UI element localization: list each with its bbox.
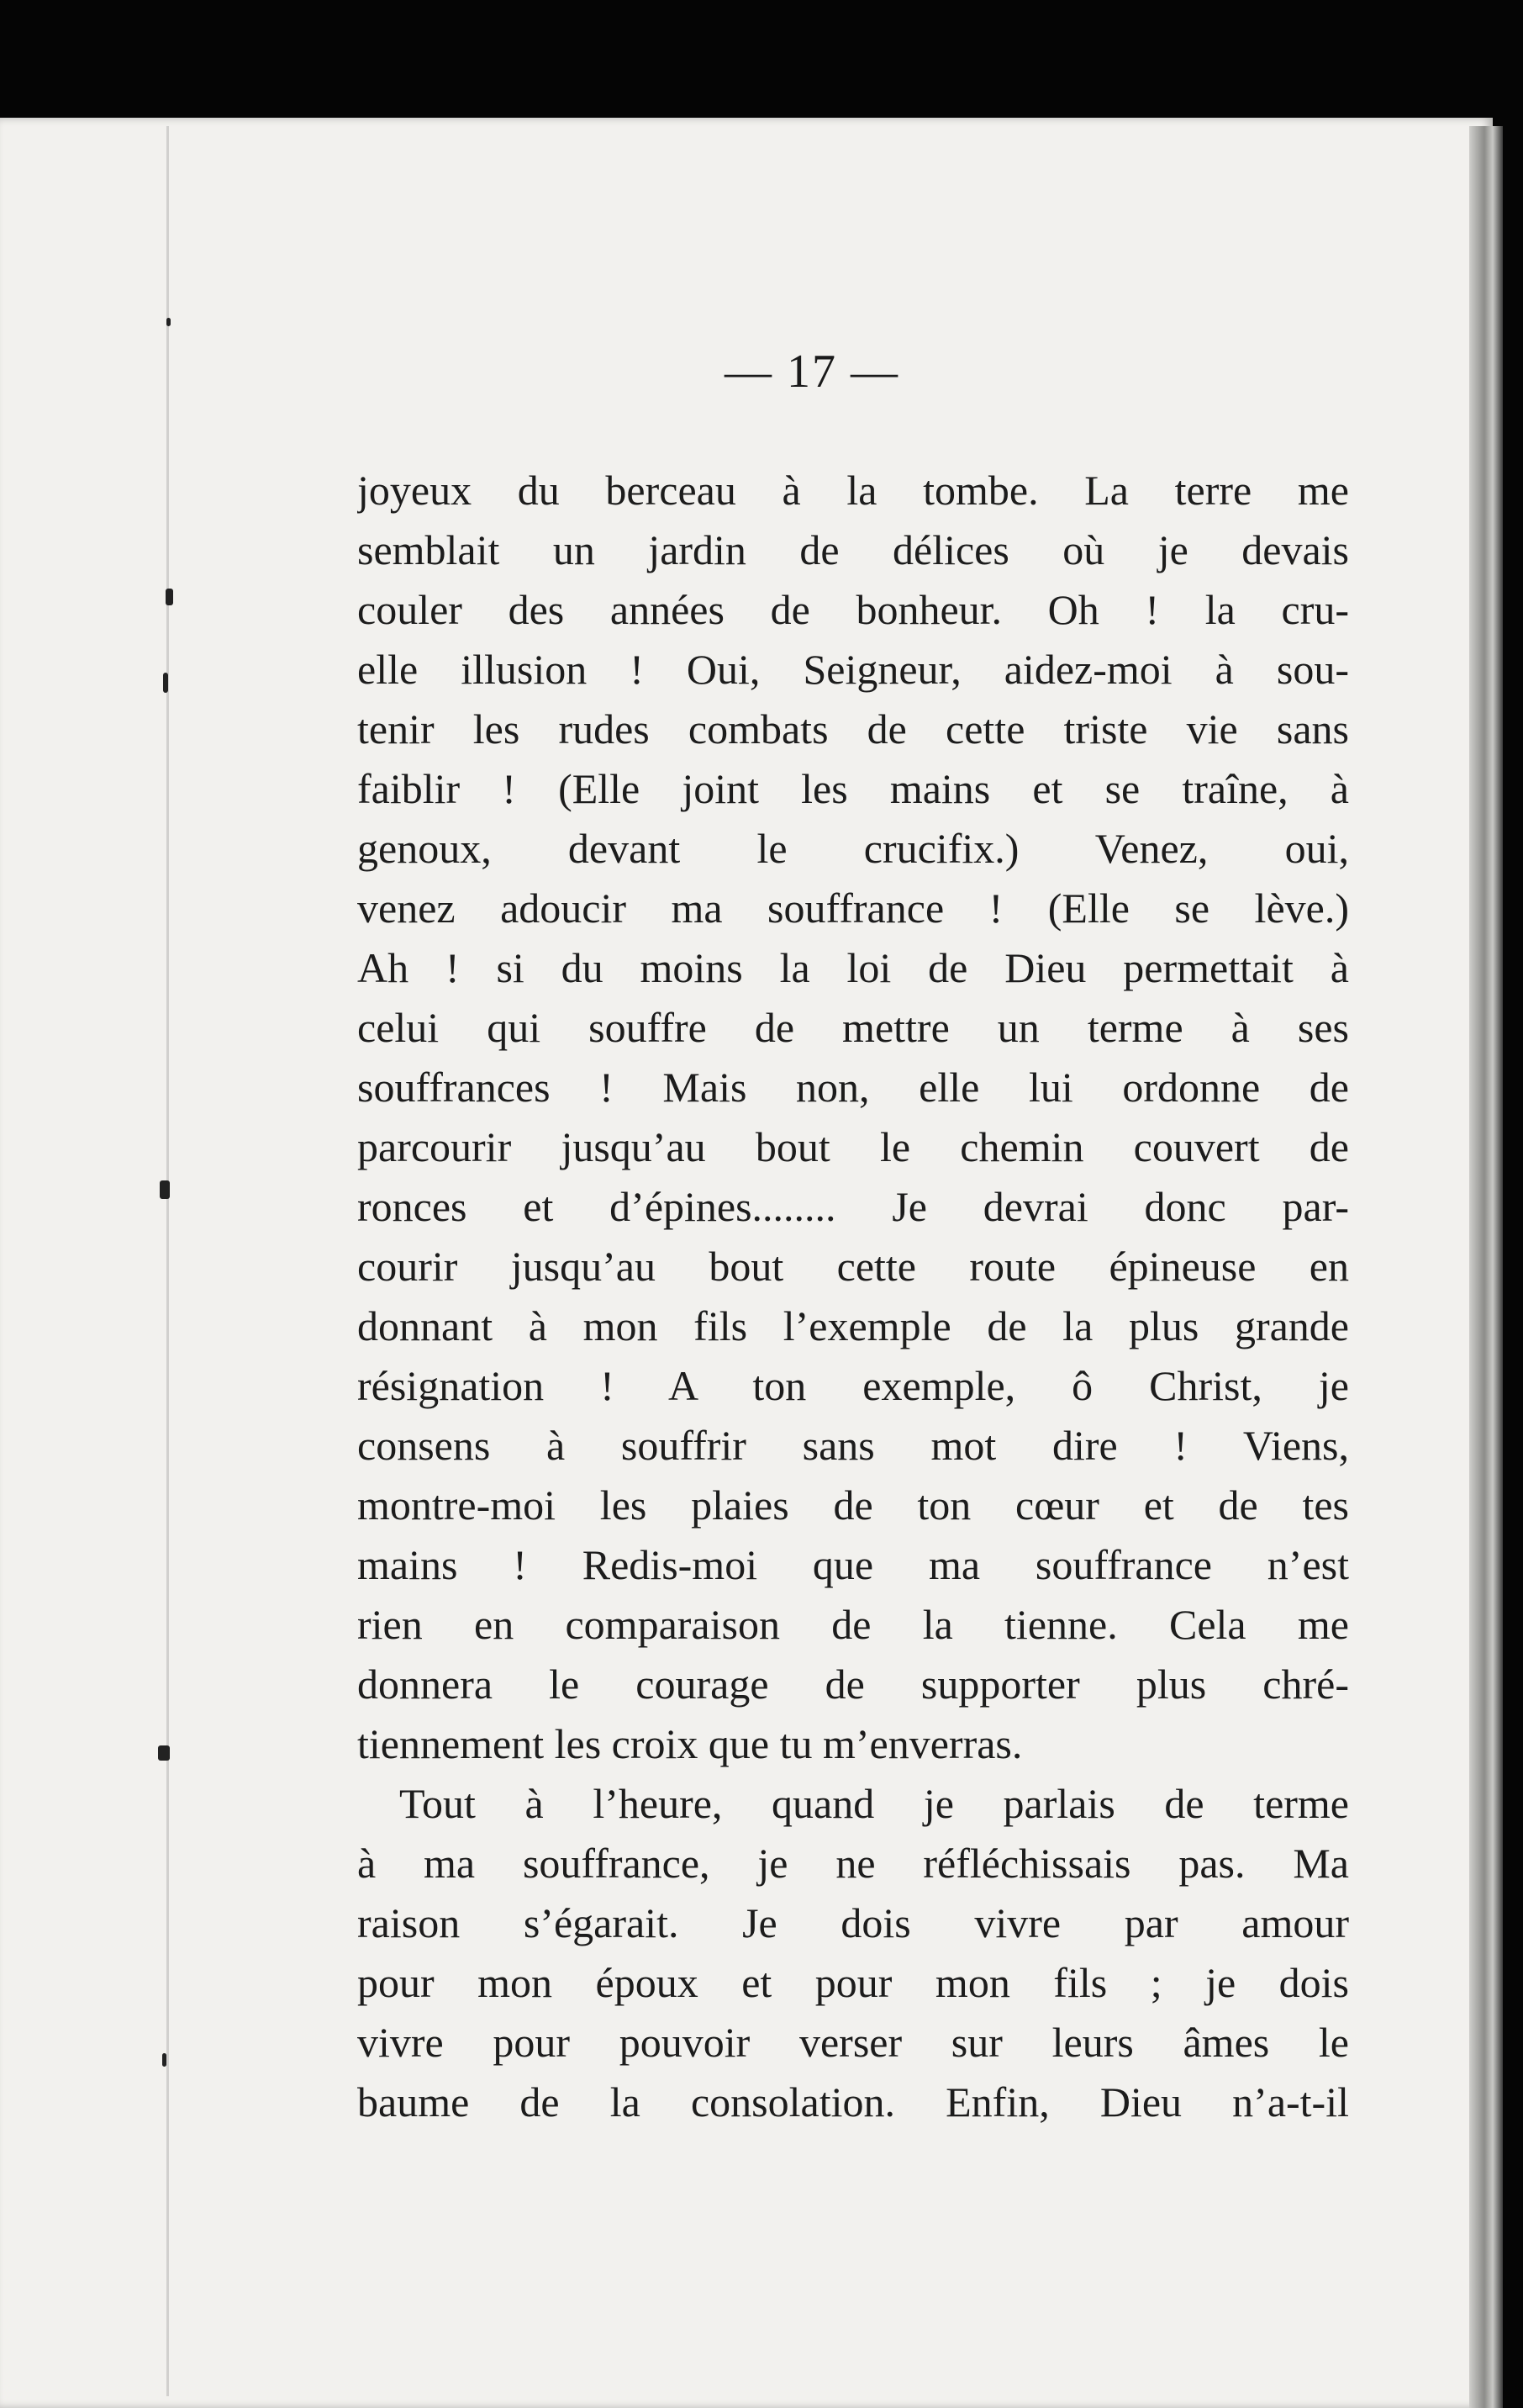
text-line: parcourir jusqu’au bout le chemin couvert de [357,1123,1349,1170]
text-line: joyeux du berceau à la tombe. La terre me [357,467,1349,514]
text-line: à ma souffrance, je ne réfléchissais pas. Ma [357,1840,1349,1887]
page-edge [1469,126,1503,2408]
text-line: semblait un jardin de délices où je devais [357,526,1349,573]
text-line: tiennement les croix que tu m’enverras. [357,1720,1023,1767]
page-number: — 17 — [725,346,899,398]
text-line: venez adoucir ma souffrance ! (Elle se lève.) [357,885,1349,932]
text-line: donnant à mon fils l’exemple de la plus grande [357,1302,1349,1349]
text-line: ronces et d’épines........ Je devrai donc par- [357,1183,1349,1230]
text-line: souffrances ! Mais non, elle lui ordonne de [357,1064,1349,1111]
text-line: tenir les rudes combats de cette triste vie sans [357,705,1349,752]
text-line: baume de la consolation. Enfin, Dieu n’a-t-il [357,2078,1349,2125]
text-line: courir jusqu’au bout cette route épineuse en [357,1243,1349,1290]
text-line: vivre pour pouvoir verser sur leurs âmes le [357,2019,1349,2066]
text-line: donnera le courage de supporter plus chré- [357,1661,1349,1708]
text-line: faiblir ! (Elle joint les mains et se traîne, à [357,765,1349,812]
text-line: résignation ! A ton exemple, ô Christ, je [357,1362,1349,1409]
margin-speck [163,673,168,693]
text-line: pour mon époux et pour mon fils ; je dois [357,1959,1349,2006]
text-line: celui qui souffre de mettre un terme à ses [357,1004,1349,1051]
margin-speck [158,1745,170,1761]
text-line: mains ! Redis-moi que ma souffrance n’est [357,1541,1349,1588]
text-line: genoux, devant le crucifix.) Venez, oui, [357,825,1349,872]
text-line: rien en comparaison de la tienne. Cela me [357,1601,1349,1648]
margin-speck [166,318,171,326]
gutter-line [166,126,169,2396]
margin-speck [160,1180,170,1199]
text-line: couler des années de bonheur. Oh ! la cru- [357,586,1349,633]
text-line: Ah ! si du moins la loi de Dieu permettait à [357,944,1349,991]
margin-speck [162,2053,166,2067]
text-line: Tout à l’heure, quand je parlais de terme [399,1780,1349,1827]
text-line: consens à souffrir sans mot dire ! Viens, [357,1422,1349,1469]
text-line: montre-moi les plaies de ton cœur et de tes [357,1481,1349,1529]
margin-speck [166,589,173,605]
page-text [357,461,1349,2132]
text-line: raison s’égarait. Je dois vivre par amour [357,1899,1349,1946]
text-line: elle illusion ! Oui, Seigneur, aidez-moi à sou- [357,646,1349,693]
